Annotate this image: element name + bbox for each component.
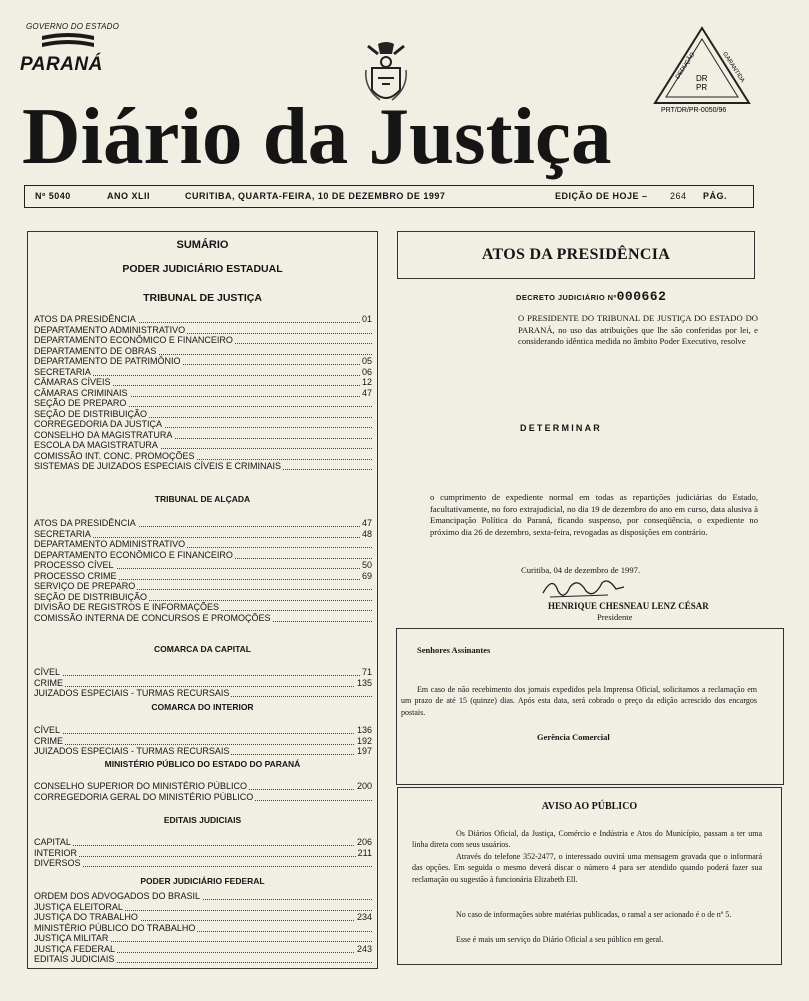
subscribers-notice-box — [396, 628, 784, 785]
summary-item — [34, 346, 372, 357]
summary-item — [34, 539, 372, 550]
summary-item — [34, 667, 372, 678]
summary-item-page: 234 — [356, 912, 372, 922]
summary-item — [34, 335, 372, 346]
summary-item — [34, 678, 372, 689]
signer-role: Presidente — [597, 612, 633, 622]
summary-item-page: 192 — [356, 735, 372, 746]
summary-item-label: CORREGEDORIA DA JUSTIÇA — [34, 419, 163, 429]
summary-item — [34, 409, 372, 420]
leader-dots — [34, 736, 372, 745]
summary-item-label: DEPARTAMENTO DE PATRIMÔNIO — [34, 356, 181, 366]
edition-label: EDIÇÃO DE HOJE – — [555, 191, 648, 201]
issue-info-bar — [24, 185, 754, 208]
summary-item — [34, 550, 372, 561]
summary-item-page: 12 — [361, 377, 372, 387]
subscribers-footer: Gerência Comercial — [537, 732, 610, 742]
summary-section-heading: MINISTÉRIO PÚBLICO DO ESTADO DO PARANÁ — [104, 759, 301, 769]
decree-body: o cumprimento de expediente normal em todas as repartições judiciárias do Estado, facultativamente, no foro extrajudicial, no dia 19 de dezembro do ano em curso, data alusiva à Emancipação Política do Paraná, ficando suspenso, por conseqüência, o expediente no próximo dia 26 de dezembro, sexta-feira, revogadas as disposições em contrário. — [430, 492, 758, 537]
stamp-text-right: GARANTIDA — [721, 51, 746, 84]
leader-dots — [34, 667, 372, 676]
summary-item-page: 211 — [357, 847, 372, 858]
atos-title: ATOS DA PRESIDÊNCIA — [481, 246, 671, 263]
summary-item-label: CONSELHO SUPERIOR DO MINISTÉRIO PÚBLICO — [34, 781, 248, 791]
leader-dots — [34, 725, 372, 734]
summary-item-page: 06 — [361, 366, 372, 377]
summary-item-label: DEPARTAMENTO ECONÔMICO E FINANCEIRO — [34, 549, 233, 560]
summary-item-label: CÍVEL — [34, 725, 61, 735]
summary-item-label: DEPARTAMENTO ADMINISTRATIVO — [34, 324, 186, 335]
summary-item-label: ATOS DA PRESIDÊNCIA — [34, 518, 136, 528]
summary-box — [27, 231, 378, 969]
summary-section-heading: TRIBUNAL DE ALÇADA — [154, 494, 251, 504]
stamp-center-1: DR — [696, 74, 708, 83]
summary-section-heading: EDITAIS JUDICIAIS — [163, 815, 242, 825]
signer-name: HENRIQUE CHESNEAU LENZ CÉSAR — [548, 601, 709, 611]
summary-item-label: JUSTIÇA ELEITORAL — [34, 901, 123, 912]
summary-item-label: SISTEMAS DE JUIZADOS ESPECIAIS CÍVEIS E CRIMINAIS — [34, 461, 282, 471]
summary-section-heading: PODER JUDICIÁRIO FEDERAL — [140, 876, 265, 886]
stamp-code: PRT/DR/PR-0050/96 — [661, 107, 727, 114]
summary-item — [34, 954, 372, 965]
summary-item-page: 50 — [361, 560, 372, 570]
summary-title: SUMÁRIO — [176, 239, 229, 251]
decree-intro: O PRESIDENTE DO TRIBUNAL DE JUSTIÇA DO ESTADO DO PARANÁ, no uso das atribuições que lhe são conferidas por lei, e considerando idêntica medida no âmbito Poder Executivo, resolve — [518, 313, 758, 346]
decree-label — [516, 289, 666, 304]
public-notice-title: AVISO AO PÚBLICO — [541, 801, 638, 812]
summary-item — [34, 923, 372, 934]
summary-item-label: JUSTIÇA FEDERAL — [34, 943, 116, 954]
summary-item-label: CAPITAL — [34, 837, 71, 847]
summary-item — [34, 461, 372, 472]
decree-number: 000662 — [616, 289, 667, 304]
decree-determinar: DETERMINAR — [520, 423, 602, 433]
summary-item — [34, 377, 372, 388]
newspaper-title: Diário da Justiça — [22, 91, 612, 181]
summary-item-page: 136 — [356, 725, 372, 735]
summary-item — [34, 529, 372, 540]
summary-item-label: DEPARTAMENTO DE OBRAS — [34, 345, 157, 356]
summary-item-label: PROCESSO CÍVEL — [34, 560, 114, 570]
summary-item — [34, 613, 372, 624]
summary-item — [34, 837, 372, 848]
summary-item — [34, 736, 372, 747]
summary-item — [34, 792, 372, 803]
summary-item-label: ATOS DA PRESIDÊNCIA — [34, 314, 136, 324]
leader-dots — [34, 858, 372, 867]
summary-item-label: CÂMARAS CÍVEIS — [34, 377, 111, 387]
summary-item — [34, 314, 372, 325]
summary-item-label: DIVISÃO DE REGISTROS E INFORMAÇÕES — [34, 602, 220, 612]
summary-item — [34, 325, 372, 336]
summary-item-label: ORDEM DOS ADVOGADOS DO BRASIL — [34, 891, 201, 901]
summary-item — [34, 560, 372, 571]
public-notice-p4: Esse é mais um serviço do Diário Oficial a seu público em geral. — [456, 935, 664, 944]
summary-section-heading: COMARCA DA CAPITAL — [154, 644, 251, 654]
subscribers-text: Em caso de não recebimento dos jornais expedidos pela Imprensa Oficial, solicitamos a reclamação em um prazo de até 15 (quinze) dias. Após esta data, será cobrado o preço da edição acrescido dos encargos postais. — [401, 685, 757, 717]
page-count: 264 — [670, 191, 687, 201]
summary-item — [34, 781, 372, 792]
issue-year: ANO XLII — [107, 191, 151, 201]
leader-dots — [34, 678, 372, 687]
decree-date: Curitiba, 04 de dezembro de 1997. — [521, 565, 641, 575]
summary-item — [34, 398, 372, 409]
summary-item-page: 197 — [356, 746, 372, 756]
summary-item — [34, 367, 372, 378]
summary-item-page: 47 — [361, 518, 372, 528]
summary-item — [34, 451, 372, 462]
summary-item — [34, 688, 372, 699]
summary-item-label: JUIZADOS ESPECIAIS - TURMAS RECURSAIS — [34, 688, 230, 698]
summary-item-label: COMISSÃO INT. CONC. PROMOÇÕES — [34, 450, 195, 461]
summary-item-label: SEÇÃO DE DISTRIBUIÇÃO — [34, 591, 148, 602]
summary-section-heading: TRIBUNAL DE JUSTIÇA — [143, 292, 262, 304]
summary-item-label: CORREGEDORIA GERAL DO MINISTÉRIO PÚBLICO — [34, 791, 254, 802]
flag-stripes-icon — [40, 32, 95, 50]
summary-section-heading: COMARCA DO INTERIOR — [151, 702, 254, 712]
summary-item-page: 206 — [356, 837, 372, 847]
state-label: PARANÁ — [20, 54, 103, 75]
summary-item — [34, 944, 372, 955]
summary-item-label: CRIME — [34, 735, 63, 746]
issue-place-date: CURITIBA, QUARTA-FEIRA, 10 DE DEZEMBRO DE 1997 — [185, 191, 446, 201]
summary-item-label: SEÇÃO DE DISTRIBUIÇÃO — [34, 408, 148, 419]
summary-item — [34, 571, 372, 582]
summary-item-label: SEÇÃO DE PREPARO — [34, 398, 127, 408]
summary-item-label: INTERIOR — [34, 847, 78, 858]
summary-item-label: CÂMARAS CRIMINAIS — [34, 387, 128, 398]
summary-item-label: EDITAIS JUDICIAIS — [34, 954, 115, 964]
summary-item — [34, 581, 372, 592]
parana-government-logo — [20, 22, 130, 80]
summary-item-page: 200 — [356, 781, 372, 791]
summary-item — [34, 602, 372, 613]
summary-item-label: COMISSÃO INTERNA DE CONCURSOS E PROMOÇÕES — [34, 612, 271, 623]
summary-item-label: CÍVEL — [34, 667, 61, 677]
stamp-text-left: DEDUÇÃO — [675, 51, 697, 81]
summary-item — [34, 902, 372, 913]
summary-item-label: ESCOLA DA MAGISTRATURA — [34, 440, 158, 450]
summary-item — [34, 848, 372, 859]
summary-item-page: 48 — [361, 528, 372, 539]
summary-item — [34, 518, 372, 529]
summary-item-page: 05 — [361, 356, 372, 366]
summary-item-label: PROCESSO CRIME — [34, 570, 117, 581]
summary-item — [34, 933, 372, 944]
summary-item-label: DIVERSOS — [34, 858, 81, 868]
summary-item-page: 243 — [356, 943, 372, 954]
summary-item-page: 01 — [361, 314, 372, 324]
summary-item — [34, 891, 372, 902]
summary-item-label: CONSELHO DA MAGISTRATURA — [34, 429, 173, 440]
summary-item — [34, 725, 372, 736]
public-notice-p2: Através do telefone 352-2477, o interessado ouvirá uma mensagem gravada que o informará das opções. Em seguida o mesmo deverá discar o número 4 para ser atendido quando poderá fazer sua reclamação ou sugestão à funcionária Elizabeth Ell. — [412, 852, 762, 884]
summary-item-label: SERVIÇO DE PREPARO — [34, 581, 136, 591]
summary-subtitle: PODER JUDICIÁRIO ESTADUAL — [122, 263, 283, 275]
summary-item — [34, 912, 372, 923]
summary-item — [34, 858, 372, 869]
atos-header-box — [397, 231, 755, 279]
page-count-label: PÁG. — [703, 191, 728, 201]
public-notice-p1: Os Diários Oficial, da Justiça, Comércio e Indústria e Atos do Município, passam a ter uma linha direta com seus usuários. — [412, 829, 762, 850]
summary-item-label: JUIZADOS ESPECIAIS - TURMAS RECURSAIS — [34, 746, 230, 756]
leader-dots — [34, 837, 372, 846]
summary-item-label: DEPARTAMENTO ECONÔMICO E FINANCEIRO — [34, 335, 233, 345]
summary-item-label: JUSTIÇA MILITAR — [34, 933, 109, 943]
summary-item-page: 69 — [361, 570, 372, 581]
summary-item — [34, 430, 372, 441]
summary-item — [34, 440, 372, 451]
summary-item-label: DEPARTAMENTO ADMINISTRATIVO — [34, 539, 186, 549]
summary-item-label: CRIME — [34, 677, 63, 688]
signature-image — [538, 573, 628, 603]
subscribers-title: Senhores Assinantes — [417, 645, 491, 655]
summary-item-page: 135 — [356, 677, 372, 688]
stamp-center-2: PR — [696, 83, 708, 92]
summary-item-label: MINISTÉRIO PÚBLICO DO TRABALHO — [34, 922, 196, 933]
summary-item-label: SECRETARIA — [34, 366, 91, 377]
public-notice-box — [397, 787, 782, 965]
summary-item — [34, 746, 372, 757]
summary-item-page: 71 — [361, 667, 372, 677]
issue-number: Nº 5040 — [35, 191, 71, 201]
government-label: GOVERNO DO ESTADO — [26, 22, 120, 31]
summary-item — [34, 592, 372, 603]
summary-item-label: JUSTIÇA DO TRABALHO — [34, 912, 138, 922]
summary-item — [34, 388, 372, 399]
public-notice-p3: No caso de informações sobre matérias publicadas, o ramal a ser acionado é o de nº 5. — [456, 910, 732, 919]
summary-item — [34, 356, 372, 367]
summary-item-label: SECRETARIA — [34, 528, 91, 539]
leader-dots — [34, 848, 372, 857]
decree-label-text: DECRETO JUDICIÁRIO Nº — [516, 293, 617, 302]
summary-item — [34, 419, 372, 430]
summary-item-page: 47 — [361, 387, 372, 398]
